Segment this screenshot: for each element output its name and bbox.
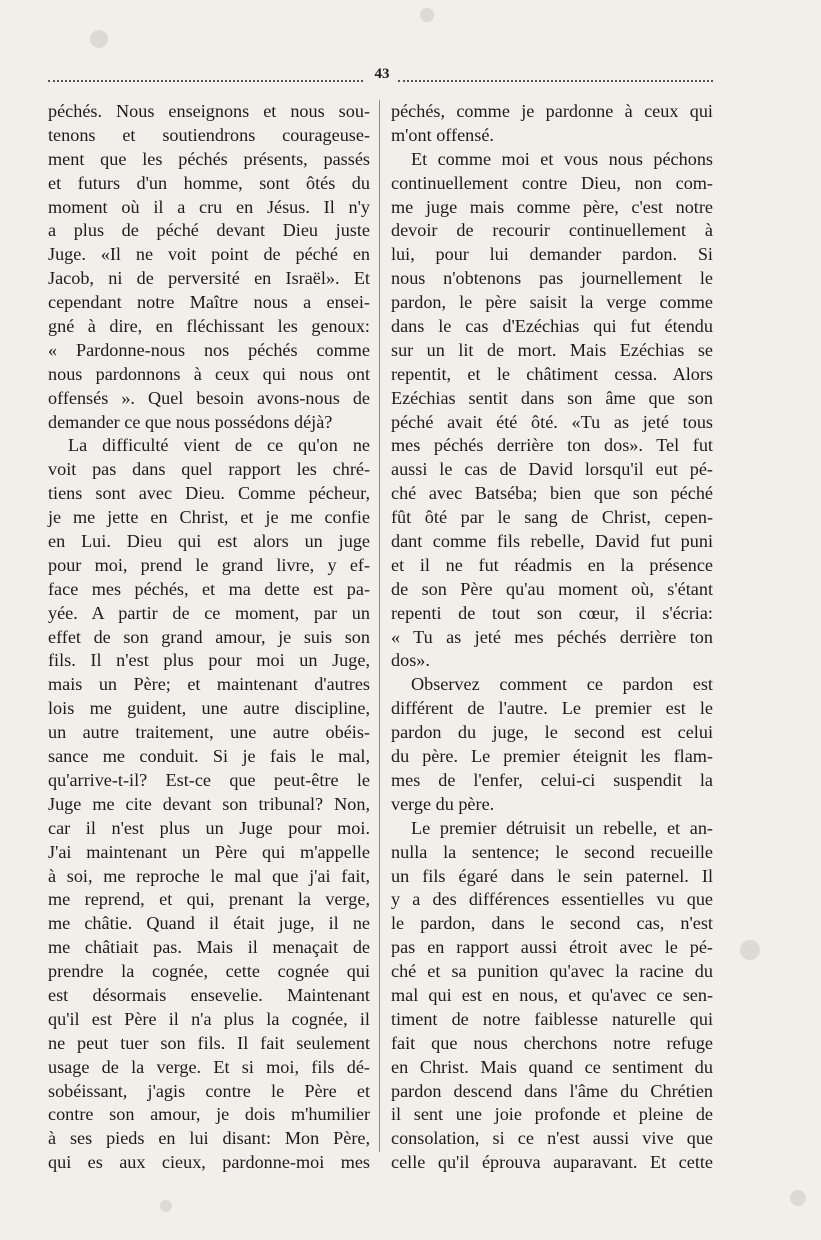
left-column-text-line: La difficulté vient de ce qu'on ne <box>68 435 370 456</box>
left-column-text-line: face mes péchés, et ma dette est pa- <box>48 578 370 599</box>
left-column-text-line: à ses pieds en lui disant: Mon Père, <box>48 1128 370 1149</box>
paper-speck <box>420 8 434 22</box>
left-column-text-line: contre son amour, je dois m'humilier <box>48 1104 370 1125</box>
right-column-text-line: un fils égaré dans le sein paternel. Il <box>391 865 713 886</box>
left-column-text-line: a plus de péché devant Dieu juste <box>48 220 370 241</box>
right-column-text-line: repenti de tout son cœur, il s'écria: <box>391 602 713 623</box>
right-column-text-line: pardon du juge, le second est celui <box>391 722 713 743</box>
left-column-text-line: usage de la verge. Et si moi, fils dé- <box>48 1056 370 1077</box>
right-column-text-line: dans le cas d'Ezéchias qui fut étendu <box>391 316 713 337</box>
right-column-text-line: devoir de recourir continuellement à <box>391 220 713 241</box>
left-column-text-line: en Lui. Dieu qui est alors un juge <box>48 531 370 552</box>
right-column-text-line: nous n'obtenons pas journellement le <box>391 268 713 289</box>
left-column-text-line: un autre traitement, une autre obéis- <box>48 722 370 743</box>
left-column-text-line: qu'arrive-t-il? Est-ce que peut-être le <box>48 769 370 790</box>
left-column-text-line: prendre la cognée, cette cognée qui <box>48 961 370 982</box>
right-column-text-line: péché avait été ôté. «Tu as jeté tous <box>391 411 713 432</box>
right-column-text-line: différent de l'autre. Le premier est le <box>391 698 713 719</box>
left-column-text-line: sance me conduit. Si je fais le mal, <box>48 746 370 767</box>
left-column-text-line: fils. Il n'est plus pour moi un Juge, <box>48 650 370 671</box>
left-column-text-line: yée. A partir de ce moment, par un <box>48 602 370 623</box>
right-column-text-line: timent de notre faiblesse naturelle qui <box>391 1008 713 1029</box>
paper-speck <box>740 940 760 960</box>
right-column-text-line: mes péchés derrière ton dos». Tel fut <box>391 435 713 456</box>
left-column-text-line: offensés ». Quel besoin avons-nous de <box>48 387 370 408</box>
left-column-text-line: Juge. «Il ne voit point de péché en <box>48 244 370 265</box>
right-column-text-line: dant comme fils rebelle, David fut puni <box>391 531 713 552</box>
right-column-text-line: péchés, comme je pardonne à ceux qui <box>391 101 713 121</box>
left-column-text-line: ment que les péchés présents, passés <box>48 148 370 169</box>
right-column-text-line: continuellement contre Dieu, non com- <box>391 172 713 193</box>
right-column-text-line: lui, pour lui demander pardon. Si <box>391 244 713 265</box>
right-column-text-line: Observez comment ce pardon est <box>411 674 713 695</box>
paper-speck <box>90 30 108 48</box>
right-column-text-line: sur un lit de mort. Mais Ezéchias se <box>391 339 713 360</box>
right-column-text-line: du père. Le premier éteignit les flam- <box>391 746 713 767</box>
left-column-text-line: J'ai maintenant un Père qui m'appelle <box>48 841 370 862</box>
right-column-text-line: fût ôté par le sang de Christ, cepen- <box>391 507 713 528</box>
left-column-text-line: demander ce que nous possédons déjà? <box>48 411 333 432</box>
header-rule-right <box>398 80 713 82</box>
right-column-text-line: mal qui est en nous, et qu'avec ce sen- <box>391 984 713 1005</box>
left-column-text-line: je me jette en Christ, et je me confie <box>48 507 370 528</box>
left-column-text-line: me reprend, et qui, prenant la verge, <box>48 889 370 910</box>
right-column-text-line: pardon, le père saisit la verge comme <box>391 292 713 313</box>
left-column-text-line: effet de son grand amour, je suis son <box>48 626 370 647</box>
left-column-text-line: sobéissant, j'agis contre le Père et <box>48 1080 370 1101</box>
left-column-text-line: tiens sont avec Dieu. Comme pécheur, <box>48 483 370 504</box>
left-column-text-line: Juge me cite devant son tribunal? Non, <box>48 793 370 814</box>
right-column-text-line: ché et sa punition qu'avec la racine du <box>391 961 713 982</box>
left-column-text-line: et futurs d'un homme, sont ôtés du <box>48 172 370 193</box>
left-column-text-line: Jacob, ni de perversité en Israël». Et <box>48 268 370 289</box>
left-column-text-line: me châtie. Quand il était juge, il ne <box>48 913 370 934</box>
left-column-text-line: cependant notre Maître nous a ensei- <box>48 292 370 313</box>
header-rule-left <box>48 80 363 82</box>
left-column-text-line: mais un Père; et maintenant d'autres <box>48 674 370 695</box>
left-column-text-line: car il n'est plus un Juge pour moi. <box>48 817 370 838</box>
column-divider <box>379 100 380 1152</box>
left-column-text-line: qui es aux cieux, pardonne-moi mes <box>48 1152 370 1173</box>
right-column-text-line: nulla la sentence; le second recueille <box>391 841 713 862</box>
left-column-text-line: à soi, me reproche le mal que j'ai fait, <box>48 865 370 886</box>
paper-speck <box>160 1200 172 1212</box>
left-column-text-line: est désormais ensevelie. Maintenant <box>48 984 370 1005</box>
left-column-text-line: pour moi, prend le grand livre, y ef- <box>48 554 370 575</box>
right-column-text-line: il sent une joie profonde et pleine de <box>391 1104 713 1125</box>
right-column-text-line: le pardon, dans le second cas, n'est <box>391 913 713 934</box>
left-column-text-line: qu'il est Père il n'a plus la cognée, il <box>48 1008 370 1029</box>
page-number: 43 <box>374 66 390 82</box>
right-column-text-line: pardon descend dans l'âme du Chrétien <box>391 1080 713 1101</box>
left-column-text-line: nous pardonnons à ceux qui nous ont <box>48 363 370 384</box>
left-column-text-line: lois me guident, une autre discipline, <box>48 698 370 719</box>
right-column-text-line: Ezéchias sentit dans son âme que son <box>391 387 713 408</box>
right-column-text-line: verge du père. <box>391 793 495 814</box>
right-column-text-line: aussi le cas de David lorsqu'il eut pé- <box>391 459 713 480</box>
right-column-text-line: pas en rapport aussi étroit avec le pé- <box>391 937 713 958</box>
right-column-text-line: Et comme moi et vous nous péchons <box>411 148 713 169</box>
page-header <box>48 66 713 92</box>
right-column-text-line: ché avec Batséba; bien que son péché <box>391 483 713 504</box>
right-column-text-line: en Christ. Mais quand ce sentiment du <box>391 1056 713 1077</box>
right-column-text-line: y a des différences essentielles vu que <box>391 889 713 910</box>
left-column-text-line: moment où il a cru en Jésus. Il n'y <box>48 196 370 217</box>
paper-speck <box>790 1190 806 1206</box>
right-column-text-line: de son Père qu'au moment où, s'étant <box>391 578 713 599</box>
right-column-text-line: « Tu as jeté mes péchés derrière ton <box>391 626 713 647</box>
right-column-text-line: fait que nous cherchons notre refuge <box>391 1032 713 1053</box>
right-column-text-line: me juge mais comme père, c'est notre <box>391 196 713 217</box>
right-column <box>391 100 713 1175</box>
left-column-text-line: me châtiait pas. Mais il menaçait de <box>48 937 370 958</box>
left-column <box>48 100 370 1175</box>
left-column-text-line: voit pas dans quel rapport les chré- <box>48 459 370 480</box>
left-column-text-line: tenons et soutiendrons courageuse- <box>48 124 370 145</box>
right-column-text-line: consolation, si ce n'est aussi vive que <box>391 1128 713 1149</box>
right-column-text-line: dos». <box>391 650 430 671</box>
right-column-text-line: mes de l'enfer, celui-ci suspendit la <box>391 769 713 790</box>
left-column-text-line: péchés. Nous enseignons et nous sou- <box>48 101 370 121</box>
right-column-text-line: repentit, et le châtiment cessa. Alors <box>391 363 713 384</box>
right-column-text-line: celle qu'il éprouva auparavant. Et cette <box>391 1152 713 1173</box>
right-column-text-line: m'ont offensé. <box>391 124 494 145</box>
left-column-text-line: « Pardonne-nous nos péchés comme <box>48 339 370 360</box>
right-column-text-line: et il ne fut réadmis en la présence <box>391 554 713 575</box>
left-column-text-line: gné à dire, en fléchissant les genoux: <box>48 316 370 337</box>
left-column-text-line: ne peut tuer son fils. Il fait seulement <box>48 1032 370 1053</box>
right-column-text-line: Le premier détruisit un rebelle, et an- <box>411 817 713 838</box>
